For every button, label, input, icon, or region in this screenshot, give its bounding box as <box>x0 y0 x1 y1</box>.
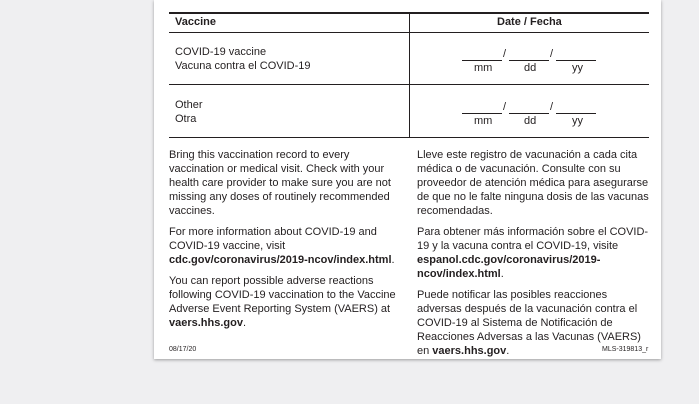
footer-date: 08/17/20 <box>169 346 197 353</box>
spanish-instructions <box>417 148 653 365</box>
row-covid-vaccine <box>175 45 311 73</box>
row-covid-label-es: Vacuna contra el COVID-19 <box>175 60 311 72</box>
english-instructions <box>169 148 397 337</box>
vaers-link: vaers.hhs.gov <box>169 317 243 329</box>
english-paragraph-2: For more information about COVID-19 and COVID-19 vaccine, visit cdc.gov/coronavirus/2019-ncov/index.html. <box>169 226 395 266</box>
vaers-link-es: vaers.hhs.gov <box>432 345 507 357</box>
english-paragraph-1: Bring this vaccination record to every vaccination or medical visit. Check with your health care provider to make sure you are not missing any doses of routinely recommended vaccines. <box>169 149 391 217</box>
row-other-label-es: Otra <box>175 113 197 125</box>
year-line <box>556 50 596 61</box>
year-label: yy <box>572 115 583 127</box>
spanish-paragraph-1: Lleve este registro de vacunación a cada cita médica o de vacunación. Consulte con su proveedor de atención médica para asegurarse de que no le falte ninguna dosis de las vacunas recomendadas. <box>417 149 649 217</box>
cdc-espanol-link: espanol.cdc.gov/coronavirus/2019-ncov/index.html <box>417 254 601 280</box>
spanish-paragraph-2: Para obtener más información sobre el COVID-19 y la vacuna contra el COVID-19, visite espanol.cdc.gov/coronavirus/2019-ncov/index.html. <box>417 226 649 280</box>
day-label: dd <box>524 115 537 127</box>
day-line <box>509 50 549 61</box>
vaccine-table <box>169 12 649 138</box>
year-label: yy <box>572 62 583 74</box>
row-other-vaccine <box>175 98 203 126</box>
spanish-paragraph-3: Puede notificar las posibles reacciones adversas después de la vacunación contra el COVID-19 al Sistema de Notificación de Reacciones Adversas a las Vacunas (VAERS) en vaers.hhs.gov. <box>417 289 641 357</box>
footer-code: MLS-319813_r <box>602 346 649 353</box>
date-separator: / <box>550 101 554 113</box>
month-label: mm <box>474 115 493 127</box>
month-label: mm <box>474 62 493 74</box>
day-line <box>509 103 549 114</box>
row-covid-label-en: COVID-19 vaccine <box>175 46 267 58</box>
year-line <box>556 103 596 114</box>
table-column-divider <box>409 12 410 138</box>
date-separator: / <box>503 48 507 60</box>
date-separator: / <box>503 101 507 113</box>
english-paragraph-3: You can report possible adverse reactions following COVID-19 vaccination to the Vaccine Adverse Event Reporting System (VAERS) at vaers.hhs.gov. <box>169 275 396 329</box>
header-date: Date / Fecha <box>497 16 562 28</box>
row-other-label-en: Other <box>175 99 203 111</box>
header-vaccine: Vaccine <box>175 16 216 28</box>
date-separator: / <box>550 48 554 60</box>
day-label: dd <box>524 62 537 74</box>
month-line <box>462 50 502 61</box>
cdc-link: cdc.gov/coronavirus/2019-ncov/index.html <box>169 254 392 266</box>
month-line <box>462 103 502 114</box>
